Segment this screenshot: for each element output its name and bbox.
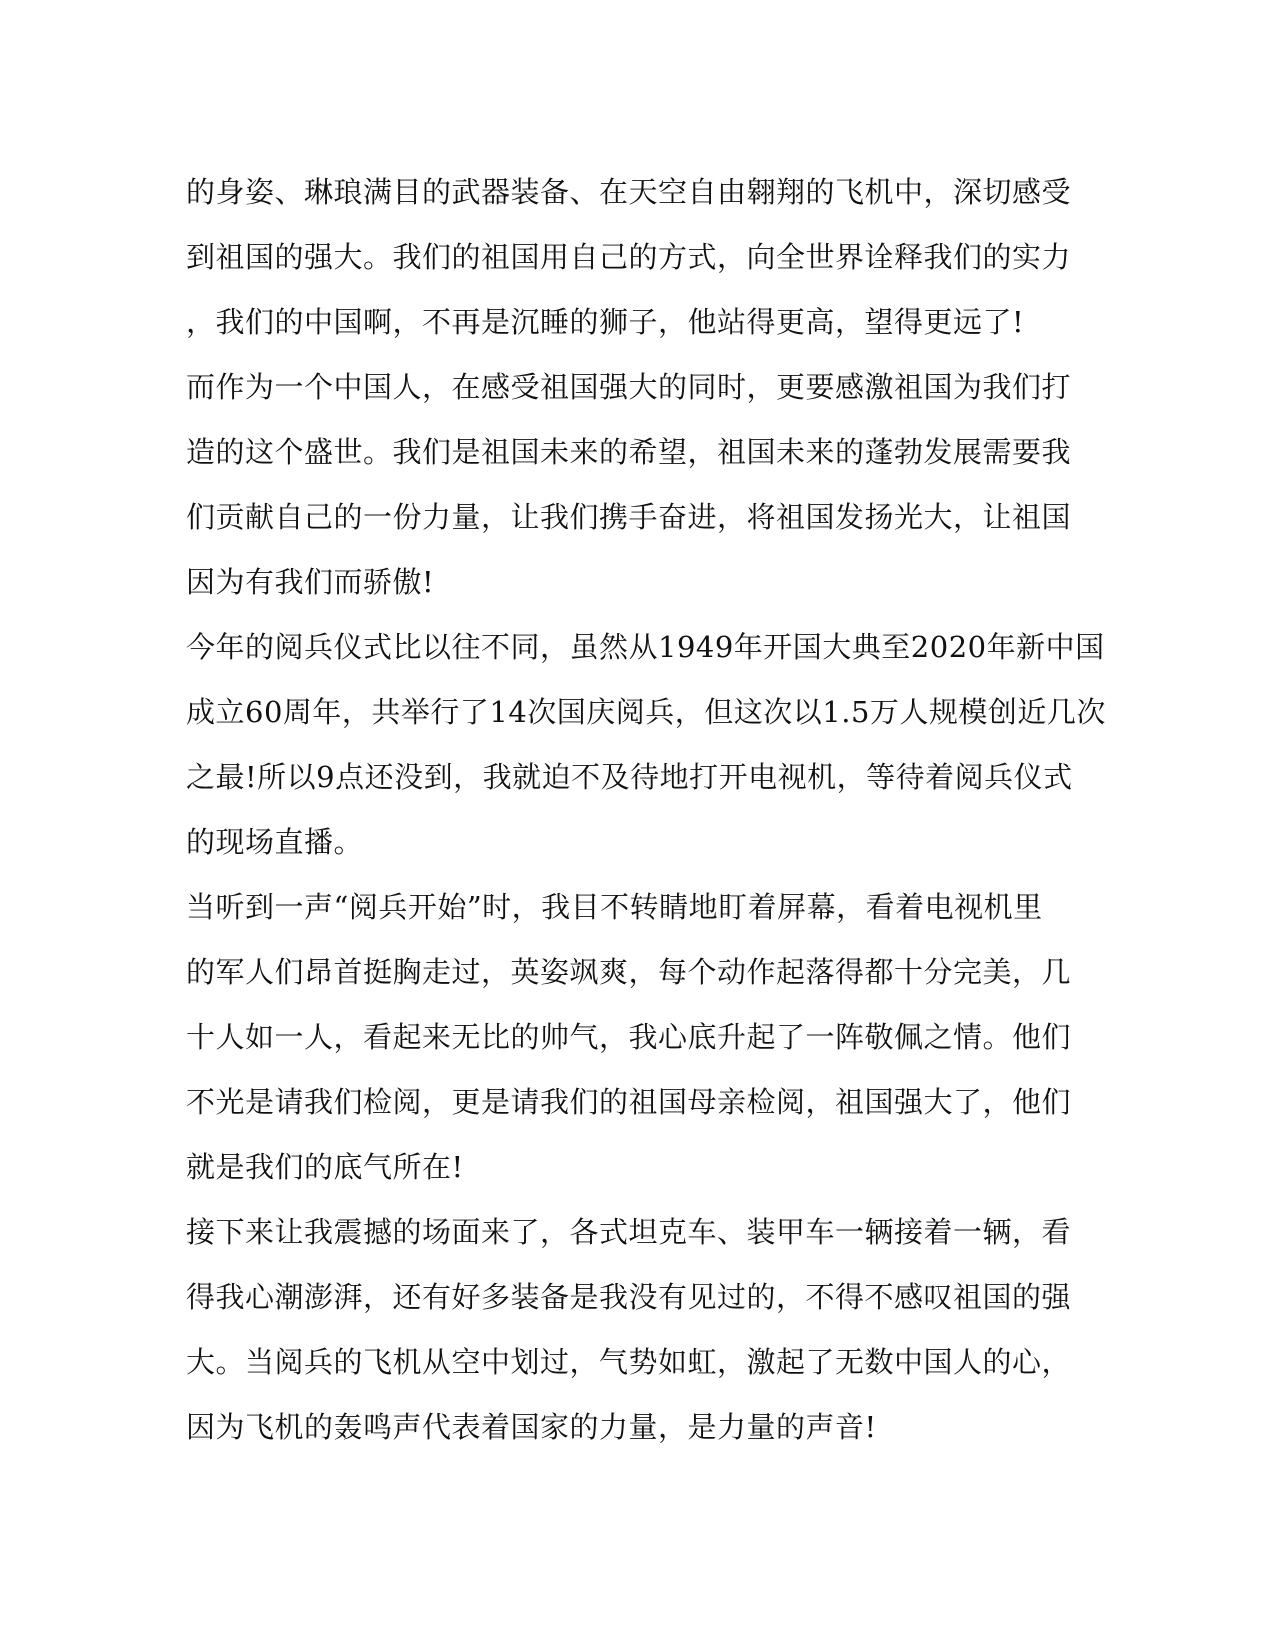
text-line: 大。当阅兵的飞机从空中划过，气势如虹，激起了无数中国人的心， bbox=[186, 1345, 1072, 1379]
text-line: 不光是请我们检阅，更是请我们的祖国母亲检阅，祖国强大了，他们 bbox=[186, 1085, 1072, 1119]
text-line: 的身姿、琳琅满目的武器装备、在天空自由翱翔的飞机中，深切感受 bbox=[186, 175, 1072, 209]
text-line: ，我们的中国啊，不再是沉睡的狮子，他站得更高，望得更远了! bbox=[186, 305, 1025, 339]
text-line: 到祖国的强大。我们的祖国用自己的方式，向全世界诠释我们的实力 bbox=[186, 240, 1072, 274]
text-line: 的军人们昂首挺胸走过，英姿飒爽，每个动作起落得都十分完美，几 bbox=[186, 955, 1072, 989]
text-line: 十人如一人，看起来无比的帅气，我心底升起了一阵敬佩之情。他们 bbox=[186, 1020, 1072, 1054]
text-line: 的现场直播。 bbox=[186, 825, 364, 859]
text-line: 成立60周年，共举行了14次国庆阅兵，但这次以1.5万人规模创近几次 bbox=[186, 695, 1106, 729]
document-body bbox=[186, 160, 1106, 1460]
text-line: 就是我们的底气所在! bbox=[186, 1150, 464, 1184]
text-line: 造的这个盛世。我们是祖国未来的希望，祖国未来的蓬勃发展需要我 bbox=[186, 435, 1072, 469]
text-line: 因为飞机的轰鸣声代表着国家的力量，是力量的声音! bbox=[186, 1410, 877, 1444]
text-line: 今年的阅兵仪式比以往不同，虽然从1949年开国大典至2020年新中国 bbox=[186, 630, 1105, 664]
text-line: 接下来让我震撼的场面来了，各式坦克车、装甲车一辆接着一辆，看 bbox=[186, 1215, 1072, 1249]
text-line: 得我心潮澎湃，还有好多装备是我没有见过的，不得不感叹祖国的强 bbox=[186, 1280, 1072, 1314]
text-line: 而作为一个中国人，在感受祖国强大的同时，更要感激祖国为我们打 bbox=[186, 370, 1072, 404]
text-line: 们贡献自己的一份力量，让我们携手奋进，将祖国发扬光大，让祖国 bbox=[186, 500, 1072, 534]
text-line: 当听到一声“阅兵开始”时，我目不转睛地盯着屏幕，看着电视机里 bbox=[186, 890, 1043, 924]
text-line: 因为有我们而骄傲! bbox=[186, 565, 435, 599]
text-line: 之最!所以9点还没到，我就迫不及待地打开电视机，等待着阅兵仪式 bbox=[186, 760, 1073, 794]
